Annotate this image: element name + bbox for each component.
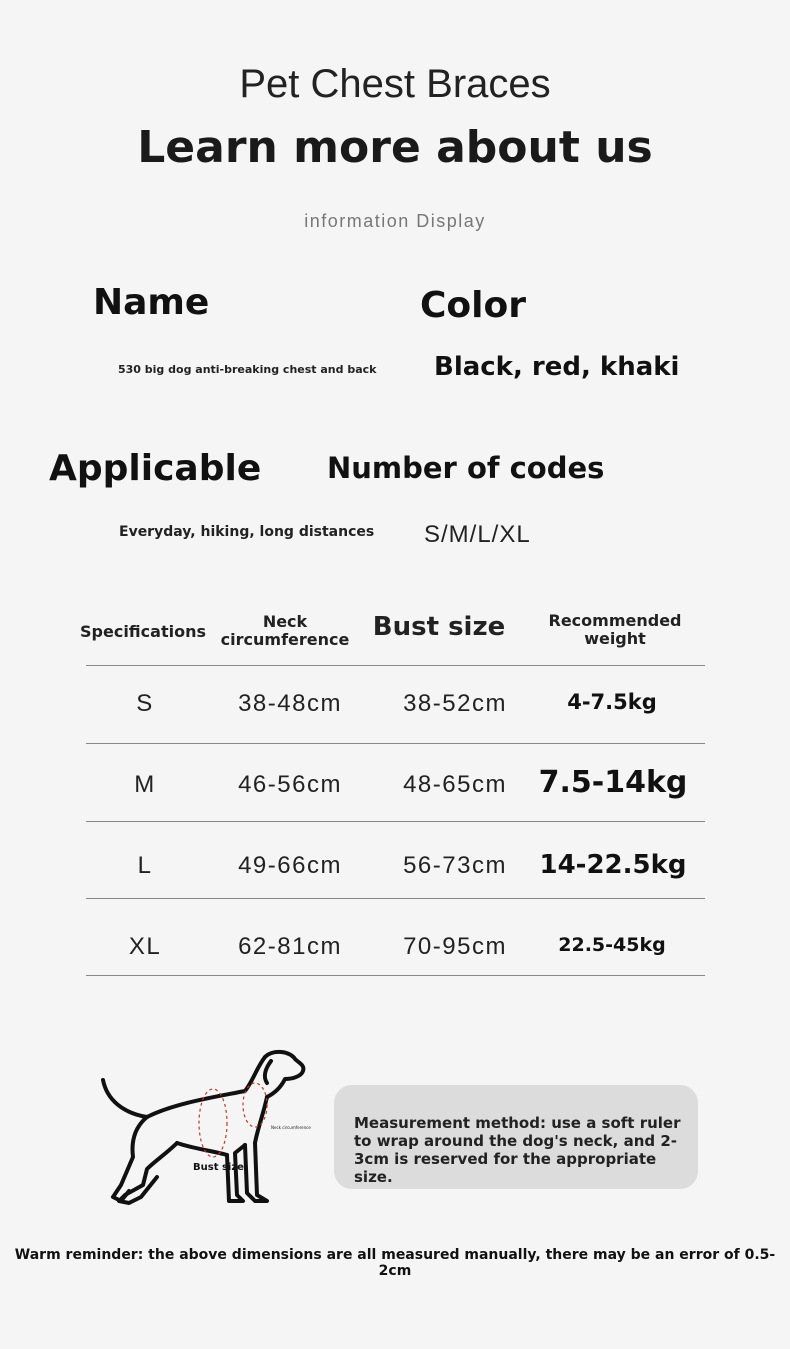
applicable-label: Applicable [49,448,262,489]
table-divider [86,975,705,976]
measurement-method-text: Measurement method: use a soft ruler to wrap around the dog's neck, and 2-3cm is reserved for the appropriate size. [354,1114,681,1186]
header-specifications: Specifications [80,622,206,641]
table-cell-bust: 38-52cm [403,690,507,717]
warm-reminder: Warm reminder: the above dimensions are all measured manually, there may be an error of 0.5-2cm [14,1247,776,1279]
page-subtitle: information Display [304,211,486,231]
table-cell-weight: 14-22.5kg [539,850,687,880]
table-cell-size: XL [128,933,162,960]
page-headline: Learn more about us [137,122,653,173]
table-cell-bust: 56-73cm [403,852,507,879]
table-cell-weight: 22.5-45kg [558,934,666,956]
table-cell-weight: 4-7.5kg [567,690,657,714]
bust-size-label: Bust size [193,1162,244,1173]
table-cell-size: M [134,771,156,798]
header-weight-line1: Recommended [548,611,682,630]
table-cell-neck: 38-48cm [238,690,342,717]
table-divider [86,898,705,899]
applicable-value: Everyday, hiking, long distances [119,524,375,540]
table-divider [86,665,705,666]
table-cell-neck: 62-81cm [238,933,342,960]
header-neck [215,613,355,649]
header-weight [540,612,690,648]
color-value: Black, red, khaki [434,352,680,382]
name-value: 530 big dog anti-breaking chest and back [118,363,377,376]
codes-label: Number of codes [327,451,605,485]
header-neck-line1: Neck [262,612,308,631]
table-cell-neck: 46-56cm [238,771,342,798]
codes-value: S/M/L/XL [424,521,531,548]
header-neck-line2: circumference [220,630,350,649]
table-cell-weight: 7.5-14kg [538,765,688,800]
table-divider [86,821,705,822]
header-bust: Bust size [372,612,506,642]
color-label: Color [420,285,526,326]
table-divider [86,743,705,744]
table-cell-size: L [137,852,153,879]
neck-circumference-label: Neck circumference [271,1125,311,1130]
page-title: Pet Chest Braces [239,62,551,106]
table-cell-size: S [136,690,154,717]
table-cell-bust: 70-95cm [403,933,507,960]
table-cell-bust: 48-65cm [403,771,507,798]
name-label: Name [93,282,210,323]
header-weight-line2: weight [584,629,646,648]
table-cell-neck: 49-66cm [238,852,342,879]
